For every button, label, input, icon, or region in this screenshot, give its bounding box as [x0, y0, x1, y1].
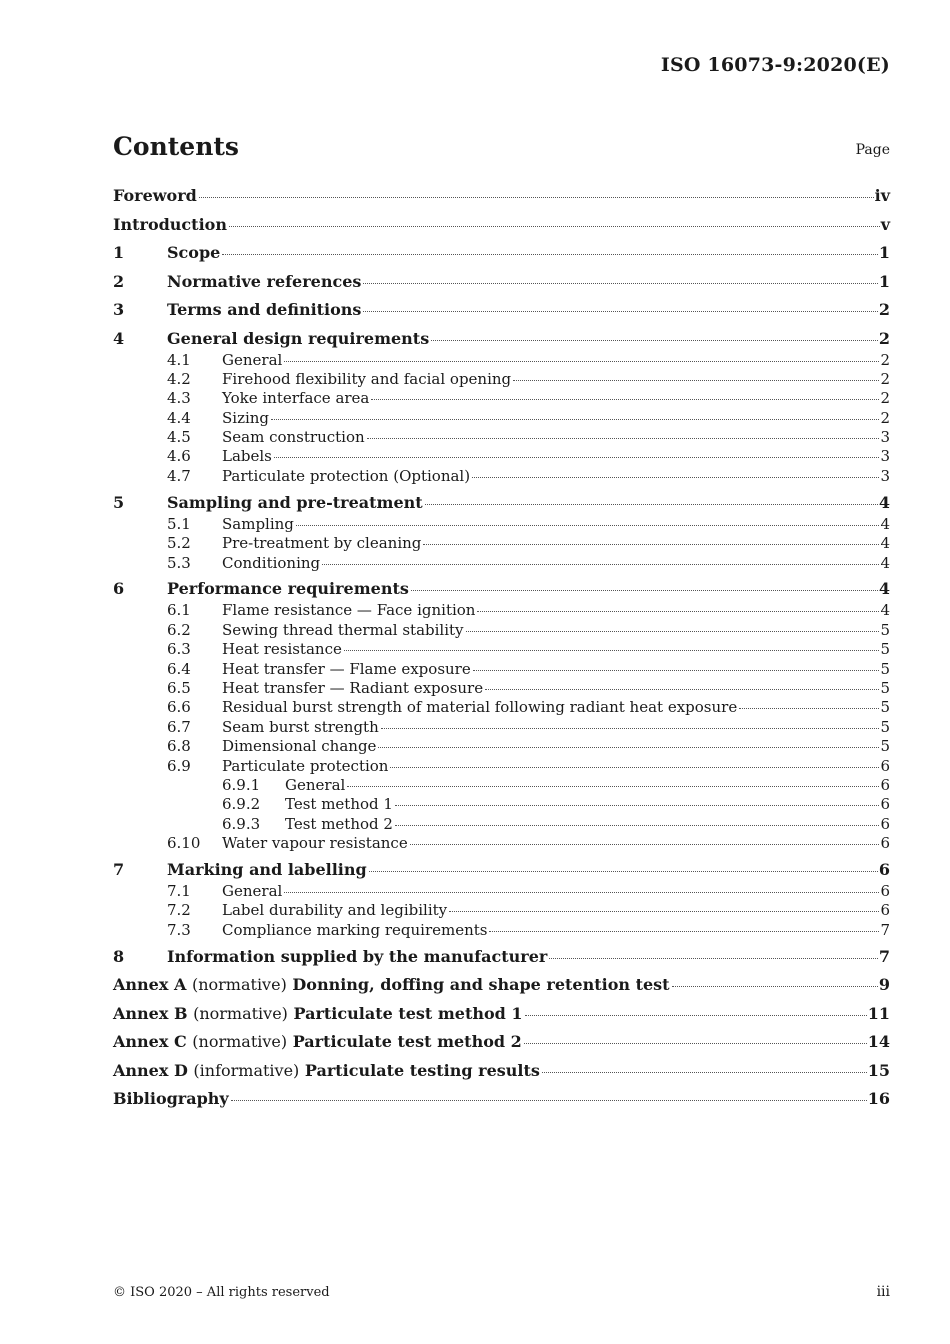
- toc-entry-number: 6.5: [167, 678, 191, 697]
- dot-leader: [381, 728, 880, 729]
- toc-entry[interactable]: [113, 660, 890, 679]
- dot-leader: [347, 786, 879, 787]
- dot-leader: [222, 254, 878, 255]
- toc-entry-label: Particulate protection: [222, 756, 389, 775]
- toc-entry-page: 5: [880, 659, 890, 678]
- toc-entry-number: 6.9.1: [222, 775, 261, 794]
- toc-entry[interactable]: [113, 947, 890, 969]
- annex-kind: (normative): [193, 1003, 288, 1023]
- toc-entry-page: 2: [880, 389, 890, 408]
- annex-label: Donning, doffing and shape retention test: [292, 975, 670, 995]
- toc-entry-page: 5: [880, 698, 890, 717]
- toc-entry-page: 3: [880, 466, 890, 485]
- toc-entry-number: 4.3: [167, 389, 191, 408]
- dot-leader: [411, 590, 878, 591]
- toc-entry[interactable]: [113, 351, 890, 370]
- dot-leader: [395, 825, 880, 826]
- toc-entry[interactable]: [113, 901, 890, 920]
- toc-entry-page: 6: [880, 901, 890, 920]
- toc-entry-label: Sampling and pre-treatment: [167, 492, 423, 512]
- toc-annex-title: [113, 1004, 523, 1023]
- dot-leader: [477, 611, 879, 612]
- toc-entry-page: 4: [880, 534, 890, 553]
- toc-entry[interactable]: [113, 679, 890, 698]
- dot-leader: [199, 197, 874, 198]
- toc-entry-page: 4: [878, 492, 890, 512]
- toc-entry-page: v: [880, 214, 890, 234]
- toc-entry-page: 1: [878, 243, 890, 262]
- dot-leader: [231, 1100, 867, 1101]
- toc-entry-page: 9: [878, 975, 890, 995]
- toc-entry[interactable]: [113, 447, 890, 466]
- toc-entry[interactable]: [113, 389, 890, 408]
- toc-entry-number: 3: [113, 300, 125, 319]
- toc-entry[interactable]: [113, 737, 890, 756]
- toc-entry-number: 2: [113, 271, 125, 291]
- toc-entry-label: Firehood flexibility and facial opening: [222, 369, 512, 388]
- toc-entry-label: Pre-treatment by cleaning: [222, 534, 422, 553]
- toc-entry[interactable]: [113, 975, 890, 997]
- toc-entry-page: 6: [880, 814, 890, 833]
- toc-entry-page: iv: [874, 186, 890, 205]
- toc-entry-label: Sampling: [222, 514, 294, 533]
- toc-entry-page: 6: [880, 834, 890, 853]
- toc-annex-title: [113, 1032, 522, 1051]
- toc-entry-number: 4.7: [167, 466, 191, 485]
- toc-entry-label: Bibliography: [113, 1089, 229, 1109]
- dot-leader: [369, 871, 878, 872]
- toc-entry[interactable]: [113, 243, 890, 265]
- toc-entry-label: Normative references: [167, 271, 362, 291]
- toc-entry-number: 6.9.3: [222, 814, 261, 833]
- toc-entry-number: 6.10: [167, 834, 201, 853]
- toc-entry[interactable]: [113, 409, 890, 428]
- toc-entry-page: 5: [880, 640, 890, 659]
- dot-leader: [363, 311, 877, 312]
- toc-entry-page: 4: [880, 601, 890, 620]
- toc-entry[interactable]: [113, 815, 890, 834]
- toc-entry-page: 4: [880, 553, 890, 572]
- dot-leader: [284, 892, 879, 893]
- dot-leader: [466, 631, 880, 632]
- toc-entry-page: 3: [880, 428, 890, 447]
- toc-entry-page: 6: [880, 795, 890, 814]
- toc-entry-label: Sizing: [222, 408, 270, 427]
- toc-entry-page: 6: [878, 859, 890, 879]
- toc-entry-number: 4.1: [167, 350, 191, 369]
- dot-leader: [274, 457, 880, 458]
- toc-entry[interactable]: [113, 601, 890, 620]
- toc-entry-label: Seam burst strength: [222, 717, 379, 736]
- toc-entry-label: General design requirements: [167, 328, 430, 348]
- dot-leader: [296, 525, 880, 526]
- toc-entry-label: Labels: [222, 447, 272, 466]
- dot-leader: [229, 226, 880, 227]
- toc-entry[interactable]: [113, 467, 890, 486]
- toc-entry-page: 5: [880, 620, 890, 639]
- toc-entry-page: 7: [878, 946, 890, 966]
- toc-entry[interactable]: [113, 515, 890, 534]
- toc-entry-number: 1: [113, 243, 125, 262]
- toc-entry[interactable]: [113, 776, 890, 795]
- toc-entry[interactable]: [113, 534, 890, 553]
- toc-entry-page: 11: [867, 1003, 890, 1023]
- toc-entry[interactable]: [113, 621, 890, 640]
- dot-leader: [672, 986, 878, 987]
- toc-entry-label: Flame resistance — Face ignition: [222, 601, 476, 620]
- toc-entry-label: Dimensional change: [222, 737, 377, 756]
- toc-entry[interactable]: [113, 834, 890, 853]
- toc-entry[interactable]: [113, 579, 890, 601]
- toc-entry-page: 16: [867, 1089, 890, 1109]
- toc-entry[interactable]: [113, 698, 890, 717]
- dot-leader: [549, 958, 878, 959]
- dot-leader: [449, 911, 879, 912]
- dot-leader: [524, 1043, 867, 1044]
- toc-entry-number: 5.1: [167, 514, 191, 533]
- toc-entry-label: Seam construction: [222, 428, 365, 447]
- annex-label: Particulate testing results: [304, 1060, 540, 1080]
- toc-entry-page: 5: [880, 678, 890, 697]
- toc-entry[interactable]: [113, 1089, 890, 1111]
- toc-entry[interactable]: [113, 640, 890, 659]
- toc-entry-label: Water vapour resistance: [222, 834, 408, 853]
- toc-entry[interactable]: [113, 554, 890, 573]
- toc-entry[interactable]: [113, 1004, 890, 1026]
- toc-entry-number: 4.6: [167, 447, 191, 466]
- dot-leader: [472, 477, 879, 478]
- toc-entry-page: 2: [880, 408, 890, 427]
- toc-entry-number: 5.3: [167, 553, 191, 572]
- toc-entry[interactable]: [113, 1061, 890, 1083]
- toc-entry[interactable]: [113, 882, 890, 901]
- dot-leader: [344, 650, 880, 651]
- toc-entry-label: Test method 1: [285, 795, 393, 814]
- toc-entry-number: 6.6: [167, 698, 191, 717]
- toc-entry-label: Test method 2: [285, 814, 393, 833]
- toc-entry-number: 6.1: [167, 601, 191, 620]
- toc-entry-page: 6: [880, 881, 890, 900]
- dot-leader: [423, 544, 879, 545]
- toc-entry[interactable]: [113, 215, 890, 237]
- toc-entry[interactable]: [113, 428, 890, 447]
- toc-entry-page: 15: [867, 1060, 890, 1080]
- toc-entry-label: Marking and labelling: [167, 859, 367, 879]
- toc-entry-number: 4.2: [167, 369, 191, 388]
- toc-entry-page: 5: [880, 737, 890, 756]
- toc-entry-number: 6.9.2: [222, 795, 261, 814]
- page-title: Contents: [113, 132, 240, 161]
- toc-entry-number: 6: [113, 579, 125, 599]
- toc-entry-number: 6.9: [167, 756, 191, 775]
- table-of-contents: [113, 186, 890, 1111]
- toc-entry-label: Heat resistance: [222, 640, 342, 659]
- toc-entry-label: Scope: [167, 243, 221, 262]
- dot-leader: [284, 361, 879, 362]
- toc-entry-number: 8: [113, 946, 125, 966]
- copyright-notice: © ISO 2020 – All rights reserved: [113, 1285, 330, 1300]
- annex-label: Particulate test method 2: [292, 1032, 522, 1052]
- toc-entry-label: Foreword: [113, 186, 197, 205]
- toc-entry-page: 2: [878, 328, 890, 348]
- toc-entry[interactable]: [113, 493, 890, 515]
- annex-id: Annex C: [113, 1032, 187, 1052]
- toc-entry-number: 6.8: [167, 737, 191, 756]
- dot-leader: [542, 1072, 867, 1073]
- toc-entry-number: 5.2: [167, 534, 191, 553]
- dot-leader: [473, 670, 880, 671]
- dot-leader: [367, 438, 880, 439]
- toc-entry-number: 4: [113, 328, 125, 348]
- toc-entry-label: Compliance marking requirements: [222, 920, 488, 939]
- toc-entry[interactable]: [113, 186, 890, 208]
- toc-entry-page: 2: [878, 300, 890, 319]
- toc-entry[interactable]: [113, 300, 890, 322]
- dot-leader: [431, 340, 878, 341]
- toc-entry-page: 2: [880, 369, 890, 388]
- toc-entry-number: 4.5: [167, 428, 191, 447]
- toc-entry-number: 5: [113, 492, 125, 512]
- annex-label: Particulate test method 1: [293, 1003, 523, 1023]
- dot-leader: [271, 419, 879, 420]
- toc-annex-title: [113, 1061, 540, 1080]
- annex-id: Annex B: [113, 1003, 188, 1023]
- toc-entry-label: General: [222, 350, 283, 369]
- toc-entry-number: 6.4: [167, 659, 191, 678]
- annex-kind: (informative): [193, 1060, 300, 1080]
- toc-entry-label: Particulate protection (Optional): [222, 466, 471, 485]
- toc-entry-label: General: [222, 881, 283, 900]
- toc-entry-number: 6.2: [167, 620, 191, 639]
- toc-entry[interactable]: [113, 757, 890, 776]
- toc-entry[interactable]: [113, 370, 890, 389]
- annex-kind: (normative): [192, 1032, 288, 1052]
- toc-entry-number: 7: [113, 859, 125, 879]
- dot-leader: [739, 708, 879, 709]
- toc-entry[interactable]: [113, 795, 890, 814]
- toc-entry-page: 3: [880, 447, 890, 466]
- toc-entry[interactable]: [113, 329, 890, 351]
- toc-entry-label: Terms and definitions: [167, 300, 362, 319]
- page-column-label: Page: [855, 142, 890, 158]
- dot-leader: [390, 767, 879, 768]
- toc-entry-page: 7: [880, 920, 890, 939]
- dot-leader: [395, 805, 880, 806]
- toc-entry-label: General: [285, 775, 346, 794]
- dot-leader: [513, 380, 879, 381]
- dot-leader: [410, 844, 880, 845]
- toc-entry-label: Heat transfer — Flame exposure: [222, 659, 471, 678]
- annex-kind: (normative): [191, 975, 287, 995]
- toc-entry-number: 6.3: [167, 640, 191, 659]
- dot-leader: [378, 747, 879, 748]
- toc-entry-label: Information supplied by the manufacturer: [167, 946, 548, 966]
- toc-entry-label: Performance requirements: [167, 579, 409, 599]
- toc-annex-title: [113, 975, 670, 994]
- toc-entry-page: 14: [867, 1032, 890, 1052]
- dot-leader: [489, 931, 879, 932]
- toc-entry-label: Introduction: [113, 214, 227, 234]
- toc-entry-page: 4: [878, 579, 890, 599]
- dot-leader: [485, 689, 879, 690]
- dot-leader: [363, 283, 877, 284]
- dot-leader: [425, 504, 878, 505]
- toc-entry-label: Yoke interface area: [222, 389, 370, 408]
- toc-entry[interactable]: [113, 860, 890, 882]
- annex-id: Annex D: [113, 1060, 188, 1080]
- toc-entry-number: 6.7: [167, 717, 191, 736]
- toc-entry-page: 5: [880, 717, 890, 736]
- toc-entry[interactable]: [113, 921, 890, 940]
- page-number: iii: [876, 1284, 890, 1300]
- toc-entry-number: 7.3: [167, 920, 191, 939]
- dot-leader: [322, 564, 879, 565]
- toc-entry[interactable]: [113, 272, 890, 294]
- toc-entry-label: Conditioning: [222, 553, 321, 572]
- toc-entry-label: Sewing thread thermal stability: [222, 620, 464, 639]
- toc-entry-page: 4: [880, 514, 890, 533]
- toc-entry-number: 4.4: [167, 408, 191, 427]
- toc-entry-page: 2: [880, 350, 890, 369]
- toc-entry-page: 6: [880, 756, 890, 775]
- toc-entry-page: 1: [878, 271, 890, 291]
- dot-leader: [371, 399, 879, 400]
- toc-entry-number: 7.1: [167, 881, 191, 900]
- dot-leader: [525, 1015, 867, 1016]
- toc-entry-label: Residual burst strength of material following radiant heat exposure: [222, 698, 738, 717]
- toc-entry-number: 7.2: [167, 901, 191, 920]
- toc-entry-page: 6: [880, 775, 890, 794]
- annex-id: Annex A: [113, 975, 187, 995]
- toc-entry-label: Heat transfer — Radiant exposure: [222, 678, 484, 697]
- toc-entry-label: Label durability and legibility: [222, 901, 448, 920]
- document-id: ISO 16073-9:2020(E): [660, 54, 890, 76]
- toc-entry[interactable]: [113, 718, 890, 737]
- toc-entry[interactable]: [113, 1032, 890, 1054]
